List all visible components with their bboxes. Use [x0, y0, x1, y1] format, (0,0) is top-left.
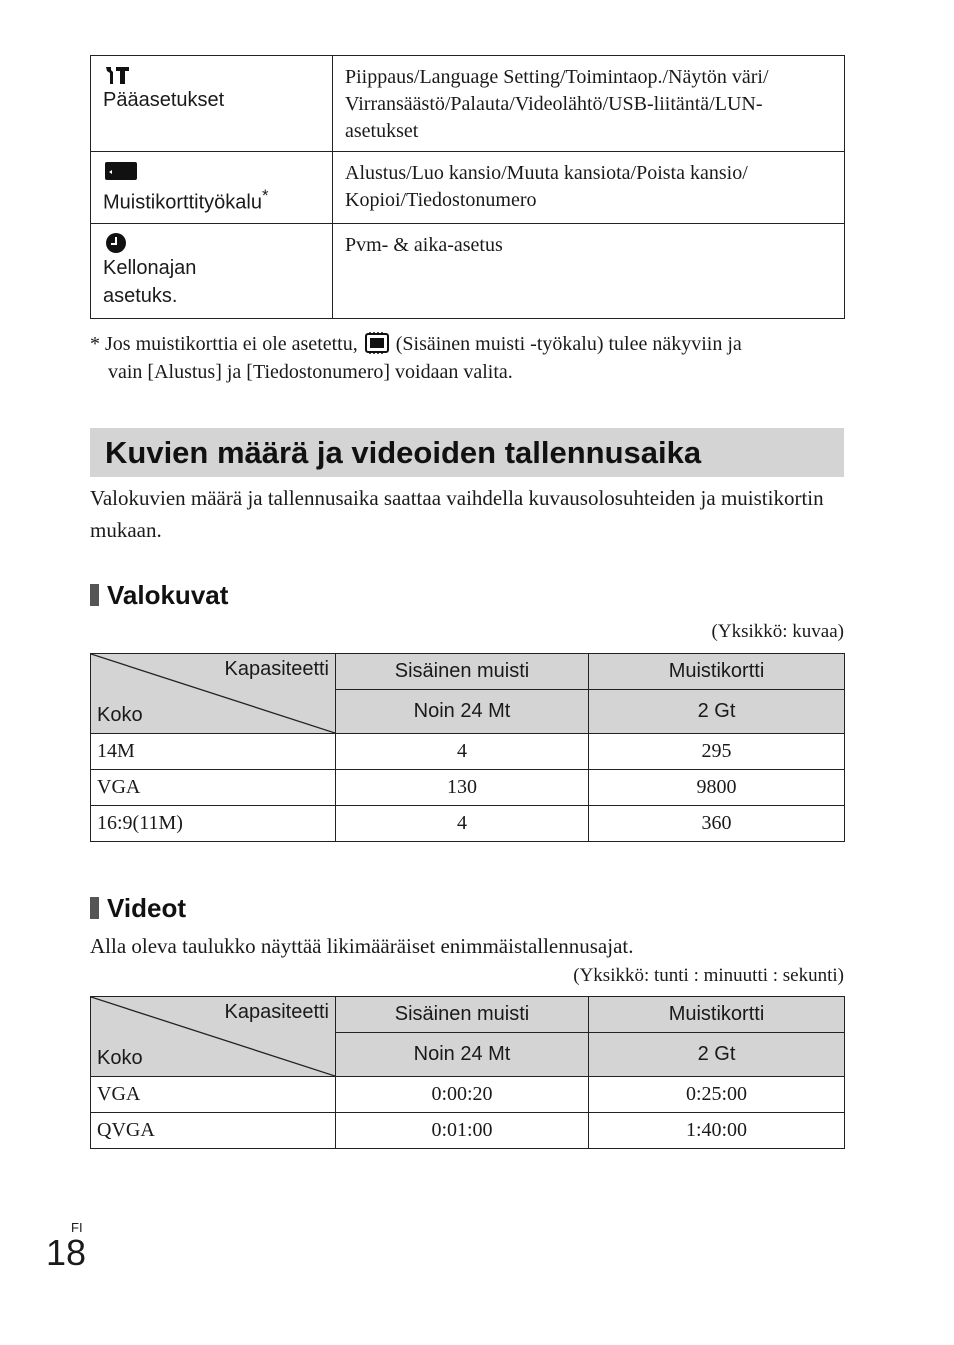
- footnote-text: * Jos muistikorttia ei ole asetettu,: [90, 333, 358, 355]
- capacity-label: Kapasiteetti: [224, 658, 329, 680]
- photos-heading: [90, 579, 228, 611]
- settings-category-cell: [91, 56, 333, 152]
- heading-marker: [90, 584, 99, 606]
- table-row: [91, 770, 845, 806]
- column-header: Muistikortti: [589, 654, 845, 690]
- column-header: Muistikortti: [589, 997, 845, 1033]
- videos-heading-text: Videot: [107, 893, 186, 923]
- internal-memory-icon: [363, 331, 391, 355]
- value-cell: 0:25:00: [589, 1077, 845, 1113]
- settings-category-label: Kellonajan asetuks.: [103, 256, 197, 307]
- column-subheader: 2 Gt: [589, 690, 845, 734]
- value-cell: 130: [336, 770, 589, 806]
- column-header: Sisäinen muisti: [336, 997, 589, 1033]
- photos-table: [90, 653, 845, 842]
- table-row: [91, 223, 845, 318]
- table-header-row: [91, 654, 845, 690]
- size-cell: QVGA: [91, 1113, 336, 1149]
- settings-category-label: Muistikorttityökalu: [103, 191, 262, 214]
- settings-items-cell: [333, 152, 845, 224]
- value-cell: 295: [589, 734, 845, 770]
- size-cell: 16:9(11M): [91, 806, 336, 842]
- table-row: [91, 806, 845, 842]
- value-cell: 360: [589, 806, 845, 842]
- settings-category-cell: [91, 152, 333, 224]
- table-row: [91, 56, 845, 152]
- column-subheader: 2 Gt: [589, 1033, 845, 1077]
- table-corner-cell: [91, 997, 336, 1077]
- photos-unit-note: (Yksikkö: kuvaa): [711, 621, 844, 642]
- memory-card-icon: [103, 160, 139, 182]
- column-header: Sisäinen muisti: [336, 654, 589, 690]
- intro-paragraph: Valokuvien määrä ja tallennusaika saattaa vaihdella kuvausolosuhteiden ja muistikortin mukaan.: [90, 486, 824, 542]
- language-code: FI: [71, 1220, 83, 1235]
- settings-category-cell: [91, 223, 333, 318]
- settings-items-line: Pvm- & aika-asetus: [345, 233, 503, 256]
- settings-items-cell: [333, 56, 845, 152]
- videos-table: [90, 996, 845, 1149]
- value-cell: 1:40:00: [589, 1113, 845, 1149]
- size-label: Koko: [97, 704, 143, 726]
- settings-items-line: asetukset: [345, 120, 419, 142]
- page-number: 18: [46, 1232, 87, 1273]
- settings-table: [90, 55, 845, 319]
- table-row: [91, 1077, 845, 1113]
- videos-heading: [90, 892, 186, 924]
- footnote-text: (Sisäinen muisti -työkalu) tulee näkyviin ja: [395, 333, 742, 355]
- table-corner-cell: [91, 654, 336, 734]
- size-cell: VGA: [91, 1077, 336, 1113]
- settings-category-label: Pääasetukset: [103, 89, 225, 111]
- table-row: [91, 734, 845, 770]
- heading-marker: [90, 897, 99, 919]
- column-subheader: Noin 24 Mt: [336, 690, 589, 734]
- table-header-row: [91, 997, 845, 1033]
- footnote-text: vain [Alustus] ja [Tiedostonumero] voidaan valita.: [108, 361, 513, 383]
- value-cell: 9800: [589, 770, 845, 806]
- footnote: [90, 330, 850, 386]
- capacity-label: Kapasiteetti: [224, 1001, 329, 1023]
- table-row: [91, 152, 845, 224]
- size-cell: 14M: [91, 734, 336, 770]
- section-title: Kuvien määrä ja videoiden tallennusaika: [105, 435, 702, 470]
- section-heading-bar: [90, 428, 844, 477]
- settings-items-cell: [333, 223, 845, 318]
- videos-intro: Alla oleva taulukko näyttää likimääräiset enimmäistallennusajat.: [90, 934, 634, 958]
- value-cell: 0:01:00: [336, 1113, 589, 1149]
- wrench-tools-icon: [103, 64, 133, 86]
- table-row: [91, 1113, 845, 1149]
- value-cell: 4: [336, 734, 589, 770]
- videos-unit-note: (Yksikkö: tunti : minuutti : sekunti): [573, 965, 844, 986]
- settings-items-line: Alustus/Luo kansio/Muuta kansiota/Poista kansio/: [345, 162, 748, 184]
- settings-items-line: Kopioi/Tiedostonumero: [345, 189, 537, 211]
- settings-items-line: Piippaus/Language Setting/Toimintaop./Näytön väri/: [345, 66, 769, 88]
- value-cell: 4: [336, 806, 589, 842]
- size-label: Koko: [97, 1047, 143, 1069]
- photos-heading-text: Valokuvat: [107, 580, 229, 610]
- footnote-marker: *: [261, 186, 269, 205]
- settings-items-line: Virransäästö/Palauta/Videolähtö/USB-liitäntä/LUN-: [345, 93, 763, 115]
- size-cell: VGA: [91, 770, 336, 806]
- column-subheader: Noin 24 Mt: [336, 1033, 589, 1077]
- clock-icon: [103, 232, 133, 254]
- value-cell: 0:00:20: [336, 1077, 589, 1113]
